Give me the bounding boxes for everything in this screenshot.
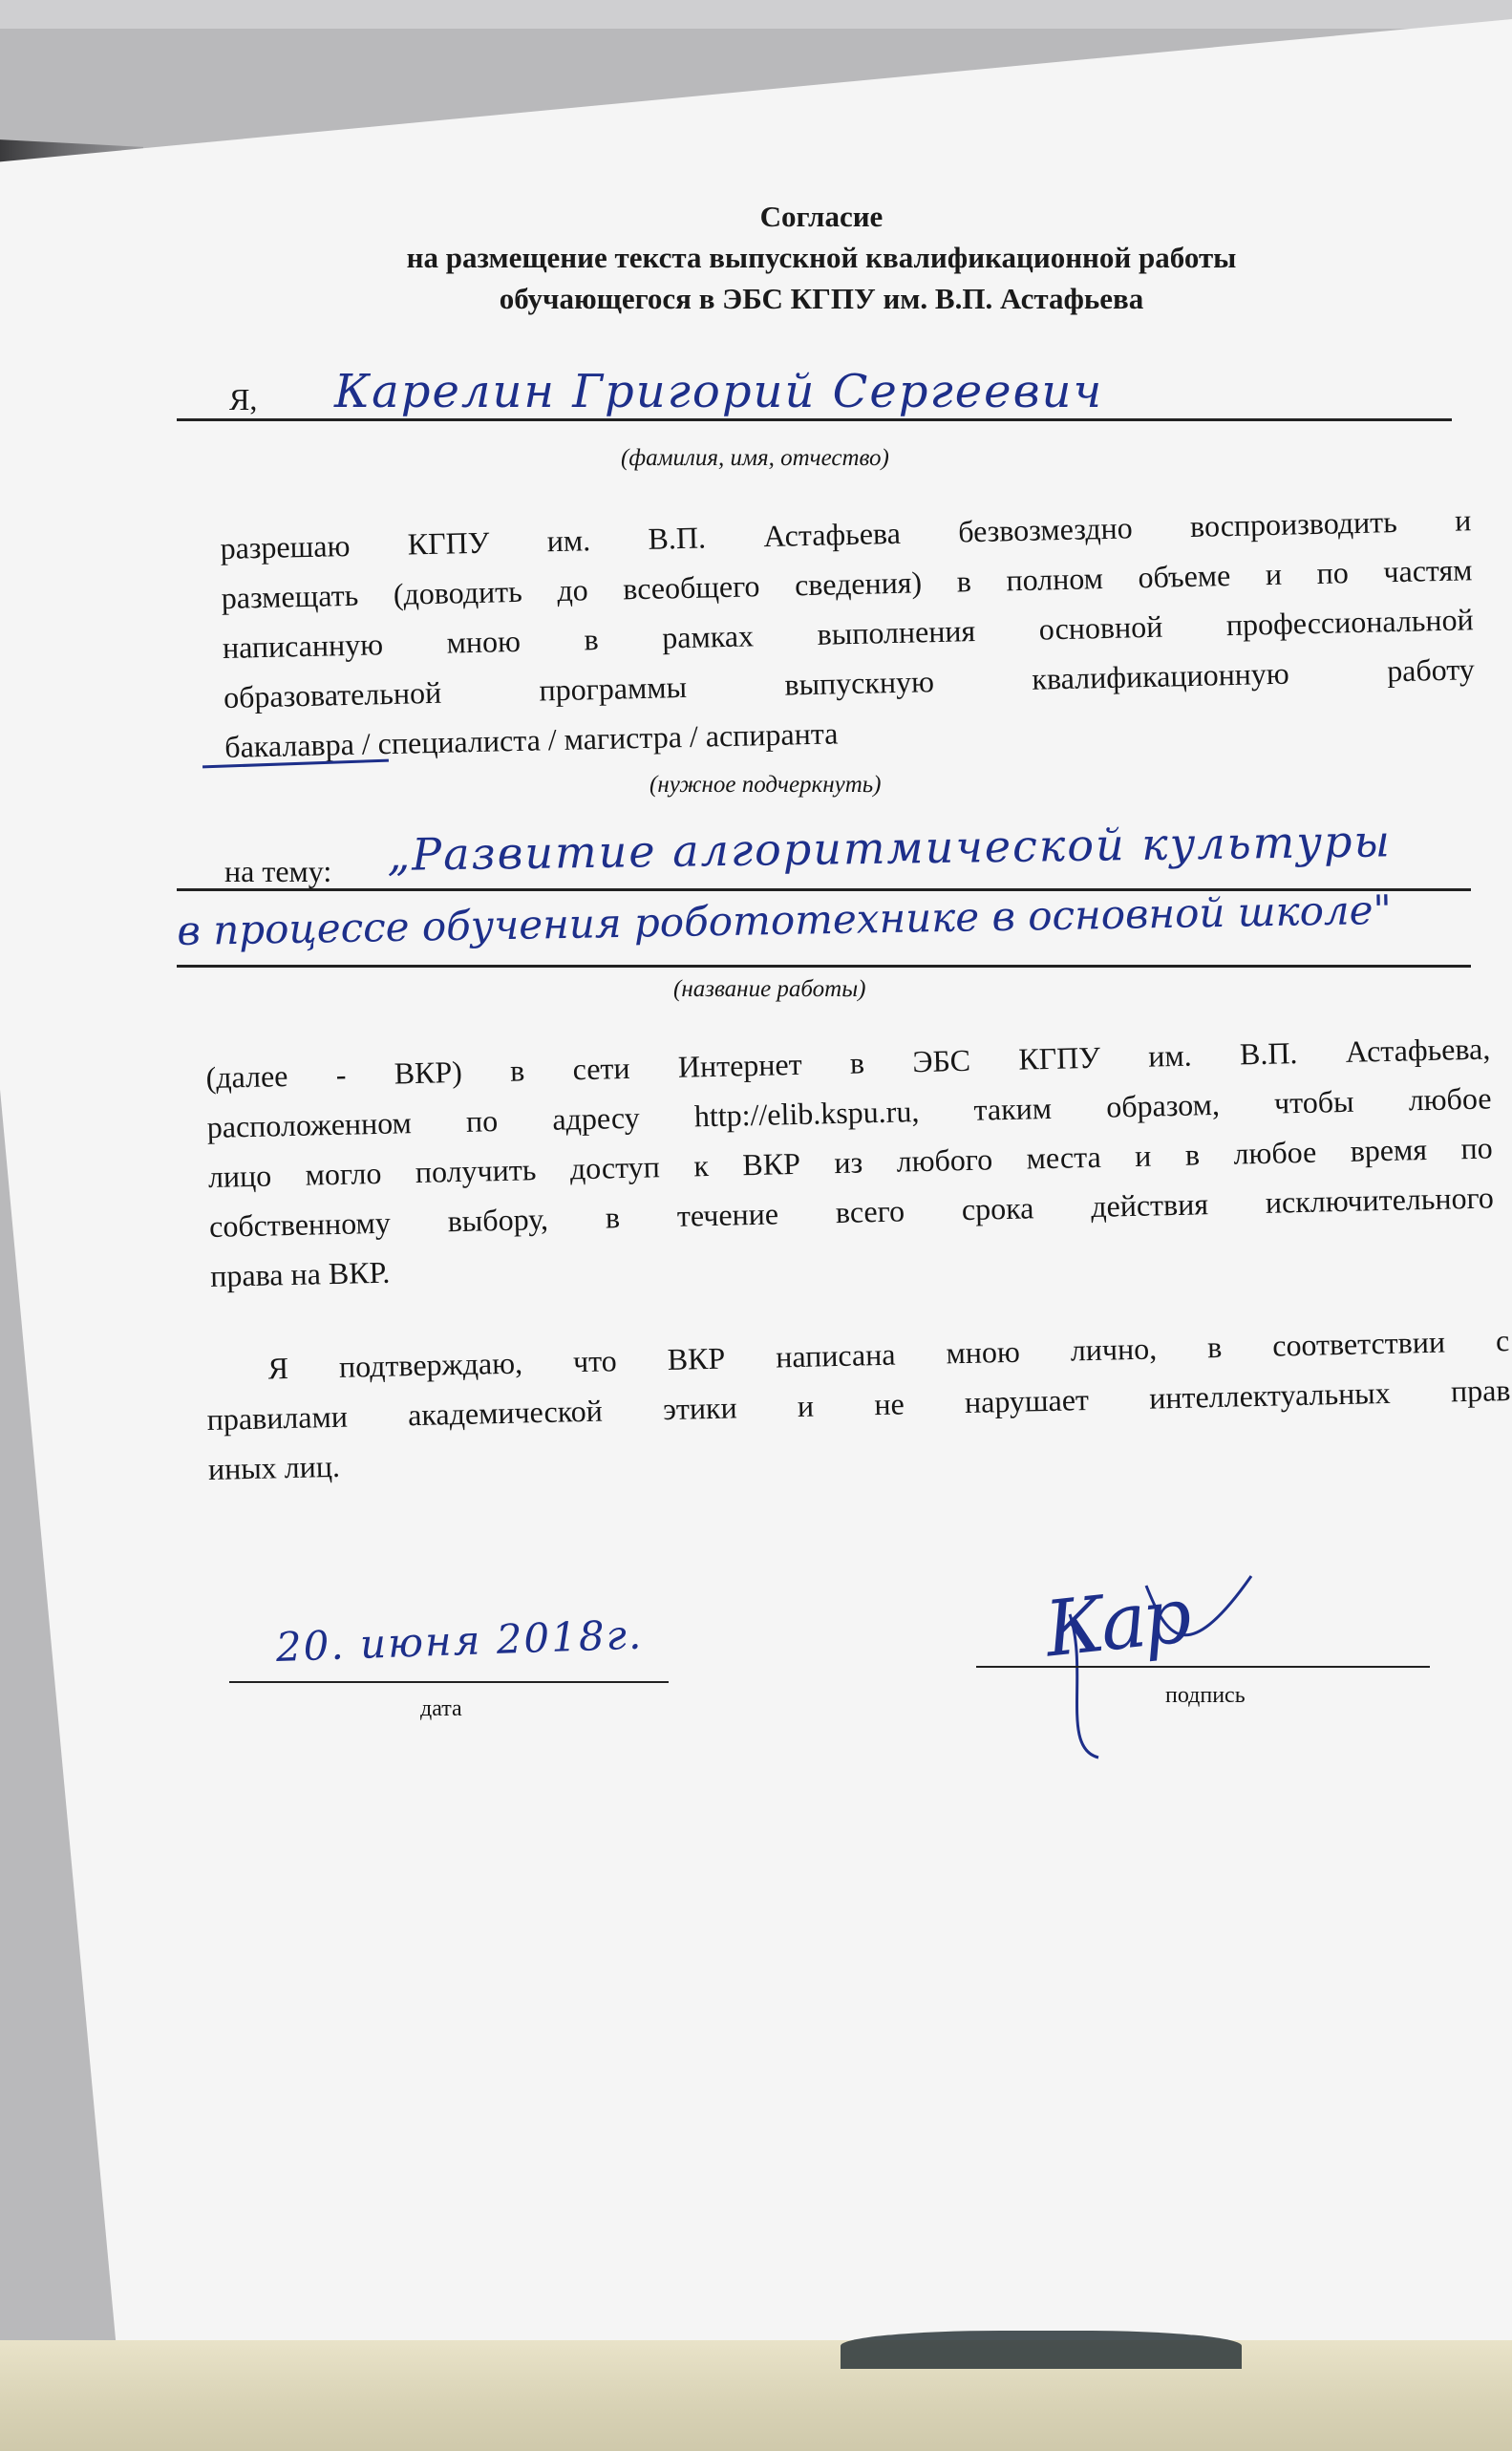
handwritten-signature: Кар bbox=[1041, 1570, 1192, 1674]
signature-caption: подпись bbox=[1165, 1683, 1246, 1708]
handwritten-date: 20. июня 2018г. bbox=[275, 1610, 644, 1671]
name-rule bbox=[177, 418, 1452, 421]
internet-line: расположенном по адресу http://elib.kspu.ru, таким образом, чтобы любое bbox=[206, 1080, 1492, 1144]
internet-line: (далее - ВКР) в сети Интернет в ЭБС КГПУ им. В.П. Астафьева, bbox=[205, 1031, 1491, 1095]
document-title bbox=[287, 196, 1356, 319]
title-line-2: на размещение текста выпускной квалификационной работы bbox=[406, 241, 1237, 274]
degree-caption: (нужное подчеркнуть) bbox=[650, 772, 882, 798]
permission-line: разрешаю КГПУ им. В.П. Астафьева безвозмездно воспроизводить и bbox=[220, 502, 1472, 565]
internet-paragraph bbox=[205, 1023, 1496, 1300]
permission-paragraph bbox=[220, 495, 1477, 772]
permission-line: написанную мною в рамках выполнения основной профессиональной bbox=[222, 602, 1475, 665]
title-line-3: обучающегося в ЭБС КГПУ им. В.П. Астафьева bbox=[499, 282, 1144, 315]
internet-line: собственному выбору, в течение всего срока действия исключительного bbox=[208, 1180, 1495, 1244]
handwritten-topic-line-2: в процессе обучения робототехнике в основной школе" bbox=[177, 885, 1393, 954]
internet-line: лицо могло получить доступ к ВКР из любого места и в любое время по bbox=[207, 1130, 1494, 1194]
signature-rule bbox=[976, 1666, 1430, 1668]
internet-line: права на ВКР. bbox=[209, 1254, 391, 1293]
date-caption: дата bbox=[420, 1696, 462, 1721]
topic-rule-2 bbox=[177, 965, 1471, 968]
confirm-line: иных лиц. bbox=[207, 1448, 341, 1486]
name-prefix: Я, bbox=[229, 382, 258, 416]
permission-line: размещать (доводить до всеобщего сведения) в полном объеме и по частям bbox=[221, 552, 1473, 615]
confirm-line: правилами академической этики и не нарушает интеллектуальных прав bbox=[206, 1373, 1511, 1437]
confirmation-paragraph bbox=[205, 1315, 1512, 1494]
confirm-line: Я подтверждаю, что ВКР написана мною лично, в соответствии с bbox=[267, 1323, 1510, 1386]
handwritten-topic-line-1: „Развитие алгоритмической культуры bbox=[387, 815, 1393, 881]
permission-line: образовательной программы выпускную квалификационную работу bbox=[223, 651, 1476, 714]
handwritten-name: Карелин Григорий Сергеевич bbox=[334, 365, 1104, 418]
topic-prefix: на тему: bbox=[224, 854, 332, 888]
degree-underlined: бакалавра bbox=[224, 726, 355, 764]
title-line-1: Согласие bbox=[759, 200, 884, 233]
topic-caption: (название работы) bbox=[673, 976, 866, 1002]
date-rule bbox=[229, 1681, 669, 1683]
name-caption: (фамилия, имя, отчество) bbox=[621, 445, 889, 471]
degree-rest: / специалиста / магистра / аспиранта bbox=[361, 715, 839, 761]
